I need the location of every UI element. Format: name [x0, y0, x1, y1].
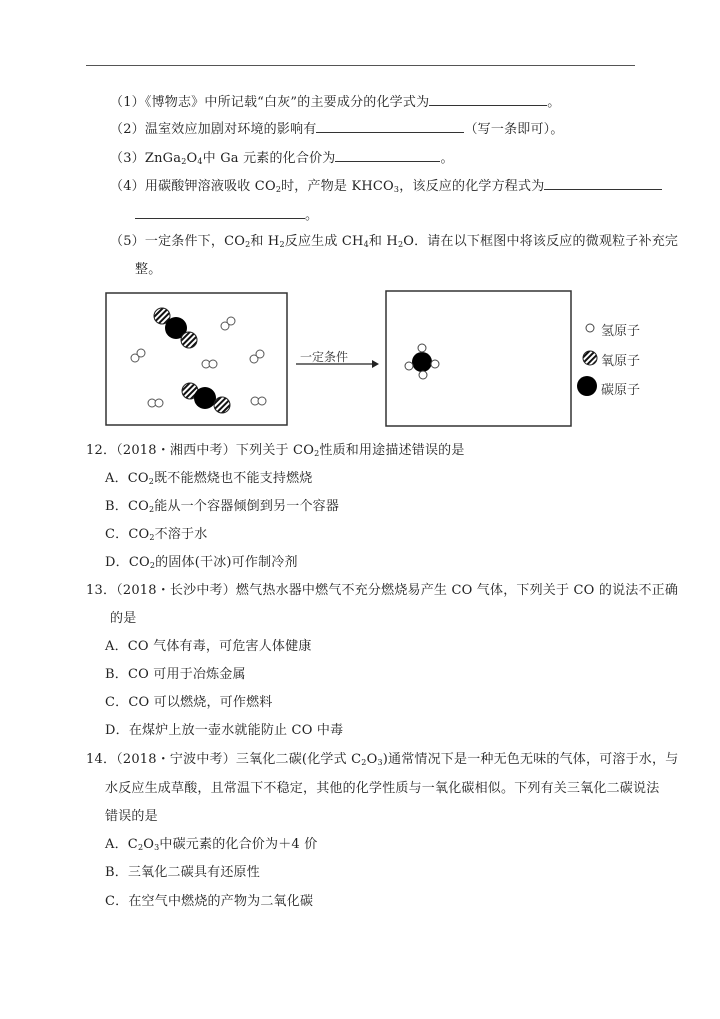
subscript: 2: [361, 758, 367, 767]
subscript: 2: [314, 449, 320, 458]
subscript: 2: [149, 533, 155, 542]
h2-molecule: [131, 349, 145, 362]
q12-option-a[interactable]: [105, 470, 313, 488]
q12-stem-a: 12．（2018・湘西中考）下列关于 CO: [86, 443, 315, 458]
subscript: 3: [393, 185, 400, 194]
q11-part3-text-c: 中 Ga 元素的化合价为: [202, 151, 336, 166]
option-text: 中碳元素的化合价为＋4 价: [159, 837, 318, 852]
subscript: 4: [363, 240, 369, 249]
q14-option-c[interactable]: C．在空气中燃烧的产物为二氧化碳: [105, 894, 314, 909]
h2-molecule: [251, 397, 266, 405]
subscript: 4: [197, 157, 203, 166]
q11-part2-text: （2）温室效应加剧对环境的影响有: [110, 122, 317, 137]
option-text: 的固体(干冰)可作制冷剂: [155, 555, 298, 570]
h2-molecule: [202, 360, 217, 368]
q14-option-b[interactable]: B．三氧化二碳具有还原性: [105, 865, 260, 880]
option-text: 能从一个容器倾倒到另一个容器: [154, 499, 340, 514]
option-text: B．CO: [105, 499, 149, 514]
q11-part5-text-e: O．请在以下框图中将该反应的微观粒子补充完: [403, 234, 679, 249]
q11-part5-line2: 整。: [135, 262, 162, 277]
q11-part3-text-b: O: [186, 151, 198, 166]
q11-part4-text-b: 时，产物是 KHCO: [281, 179, 394, 194]
h2-molecule: [250, 350, 264, 363]
q11-part2-end: （写一条即可）。: [464, 122, 564, 137]
q13-option-c[interactable]: C．CO 可以燃烧，可作燃料: [105, 695, 273, 710]
option-text: 不溶于水: [154, 527, 208, 542]
q14-option-a[interactable]: [105, 836, 317, 854]
subscript: 3: [154, 843, 160, 852]
arrow-head-icon: [372, 360, 379, 368]
q14-stem-line1: [86, 751, 678, 769]
co2-molecule: [154, 308, 197, 348]
legend-carbon-label: 碳原子: [601, 383, 641, 398]
q12-option-c[interactable]: [105, 526, 207, 544]
q13-option-b[interactable]: B．CO 可用于冶炼金属: [105, 667, 246, 682]
option-text: O: [143, 837, 155, 852]
q11-part5-text-b: 和 H: [250, 234, 280, 249]
q14-stem-c: )通常情况下是一种无色无味的气体，可溶于水，与: [382, 752, 679, 767]
q11-part1-text: （1）《博物志》中所记载“白灰”的主要成分的化学式为: [110, 95, 430, 110]
hydrogen-atom-icon: [586, 324, 594, 332]
q11-part3-end: 。: [440, 151, 454, 166]
subscript: 2: [148, 477, 155, 486]
q11-part1-end: 。: [547, 95, 561, 110]
q12-option-b[interactable]: [105, 498, 339, 516]
q11-part4-end: 。: [305, 208, 319, 223]
subscript: 2: [137, 843, 144, 852]
subscript: 2: [245, 240, 251, 249]
q14-stem-line2: 水反应生成草酸，且常温下不稳定，其他的化学性质与一氧化碳相似。下列有关三氧化二碳说法: [105, 781, 660, 796]
q11-part5-text-a: （5）一定条件下，CO: [110, 234, 246, 249]
subscript: 2: [149, 561, 156, 570]
option-text: A．CO: [105, 471, 149, 486]
option-text: C．CO: [105, 527, 150, 542]
subscript: 2: [275, 185, 282, 194]
q12-stem: [86, 442, 465, 460]
option-text: 既不能燃烧也不能支持燃烧: [154, 471, 313, 486]
subscript: 3: [377, 758, 383, 767]
q11-part4-text-c: ，该反应的化学方程式为: [399, 179, 545, 194]
co2-molecule: [182, 383, 230, 413]
q11-part5-text-d: 和 H: [368, 234, 398, 249]
q14-stem-b: O: [366, 752, 378, 767]
q11-part4-text-a: （4）用碳酸钾溶液吸收 CO: [110, 179, 276, 194]
q13-option-d[interactable]: D．在煤炉上放一壶水就能防止 CO 中毒: [105, 723, 344, 738]
q11-part5-text-c: 反应生成 CH: [284, 234, 364, 249]
q13-stem-line2: 的是: [110, 611, 137, 626]
q14-stem-a: 14．（2018・宁波中考）三氧化二碳(化学式 C: [86, 752, 362, 767]
subscript: 2: [181, 157, 187, 166]
h2-molecule: [148, 399, 163, 407]
reaction-diagram: [0, 0, 720, 440]
carbon-atom-icon: [577, 376, 597, 396]
q11-part3-text-a: （3）ZnGa: [110, 151, 182, 166]
subscript: 2: [279, 240, 285, 249]
subscript: 2: [148, 505, 155, 514]
q12-option-d[interactable]: [105, 554, 298, 572]
subscript: 2: [397, 240, 404, 249]
q13-stem-line1: 13．（2018・长沙中考）燃气热水器中燃气不充分燃烧易产生 CO 气体，下列关于 CO 的说法不正确: [86, 583, 679, 598]
q14-stem-line3: 错误的是: [105, 809, 158, 824]
q12-stem-b: 性质和用途描述错误的是: [319, 443, 465, 458]
option-text: D．CO: [105, 555, 150, 570]
legend-oxygen-label: 氧原子: [601, 354, 641, 369]
option-text: A．C: [105, 837, 138, 852]
oxygen-atom-icon: [583, 351, 597, 365]
h2-molecule: [221, 317, 235, 330]
ch4-molecule: [405, 344, 439, 379]
q13-option-a[interactable]: A．CO 气体有毒，可危害人体健康: [105, 639, 312, 654]
reaction-condition-label: 一定条件: [300, 350, 349, 364]
legend-hydrogen-label: 氢原子: [601, 324, 641, 339]
